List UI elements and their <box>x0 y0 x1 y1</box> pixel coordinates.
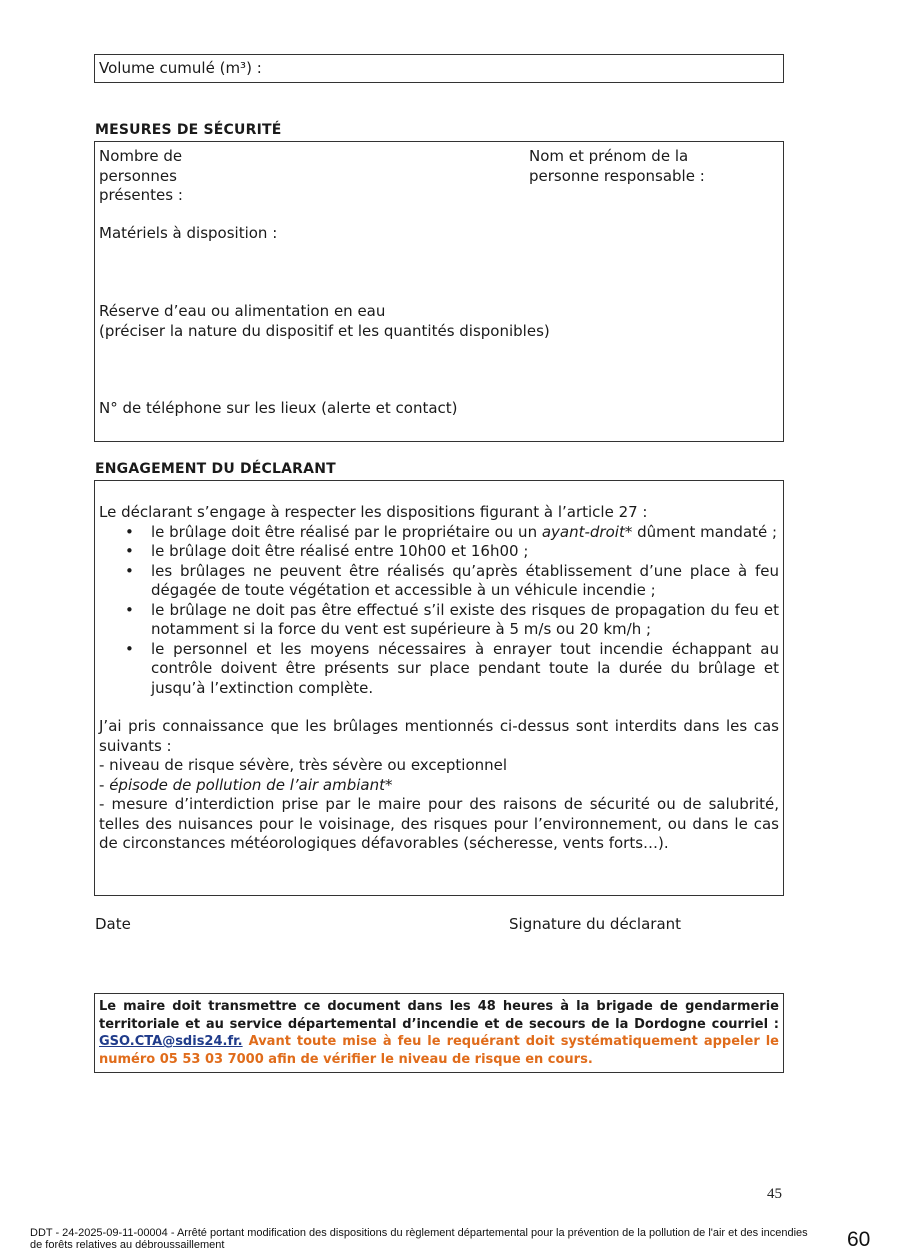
engagement-item-4: • le brûlage ne doit pas être effectué s’il existe des risques de propagation du feu et notamment si la force du vent est supérieure à 5 m/s ou 20 km/h ; <box>99 601 779 640</box>
engagement-heading: ENGAGEMENT DU DÉCLARANT <box>95 461 336 477</box>
materiels-label: Matériels à disposition : <box>99 224 278 242</box>
interdiction-case-3: - mesure d’interdiction prise par le maire pour des raisons de sécurité ou de salubrité, telles des nuisances pour le voisinage, des risques pour l’environnement, ou dans le cas de circonstances météorologiques défavorables (sécheresse, vents forts…). <box>99 795 779 852</box>
engagement-item-5: • le personnel et les moyens nécessaires à enrayer tout incendie échappant au contrôle doivent être présents sur place pendant toute la durée du brûlage et jusqu’à l’extinction complète. <box>99 640 779 699</box>
interdictions-intro: J’ai pris connaissance que les brûlages mentionnés ci-dessus sont interdits dans les cas suivants : <box>99 717 779 755</box>
engagement-intro: Le déclarant s’engage à respecter les dispositions figurant à l’article 27 : <box>99 503 648 521</box>
engagement-box <box>94 480 784 896</box>
nombre-personnes-label: Nombre de personnes présentes : <box>99 147 183 204</box>
date-label: Date <box>95 915 131 933</box>
securite-heading: MESURES DE SÉCURITÉ <box>95 122 282 138</box>
reserve-eau-label: Réserve d’eau ou alimentation en eau (préciser la nature du dispositif et les quantités disponibles) <box>99 302 550 340</box>
telephone-label: N° de téléphone sur les lieux (alerte et contact) <box>99 399 458 417</box>
interdiction-case-2: - épisode de pollution de l’air ambiant* <box>99 775 393 794</box>
engagement-item-3: • les brûlages ne peuvent être réalisés qu’après établissement d’une place à feu dégagée de toute végétation et accessible à un véhicule incendie ; <box>99 562 779 601</box>
sdis-email-link[interactable]: GSO.CTA@sdis24.fr. <box>99 1034 243 1049</box>
securite-box <box>94 141 784 442</box>
page-number: 60 <box>847 1228 871 1251</box>
engagement-list <box>99 523 779 699</box>
inner-page-number: 45 <box>767 1186 782 1202</box>
signature-label: Signature du déclarant <box>509 915 682 933</box>
notice-warning: Avant toute mise à feu le requérant doit systématiquement appeler le numéro 05 53 03 7000 afin de vérifier le niveau de risque en cours. <box>99 1034 779 1067</box>
interdiction-case-1: - niveau de risque sévère, très sévère ou exceptionnel <box>99 756 508 774</box>
transmission-notice <box>94 993 784 1073</box>
engagement-item-2: • le brûlage doit être réalisé entre 10h00 et 16h00 ; <box>99 542 779 562</box>
document-footer: DDT - 24-2025-09-11-00004 - Arrêté portant modification des dispositions du règlement départemental pour la prévention de la pollution de l'air et des incendies de forêts relatives au débroussaillement <box>30 1227 808 1251</box>
responsable-label: Nom et prénom de la personne responsable : <box>529 147 705 185</box>
volume-field-box <box>94 54 784 83</box>
notice-text: Le maire doit transmettre ce document dans les 48 heures à la brigade de gendarmerie territoriale et au service départemental d’incendie et de secours de la Dordogne courriel : <box>99 999 779 1032</box>
engagement-item-1: • le brûlage doit être réalisé par le propriétaire ou un ayant-droit* dûment mandaté ; <box>99 523 779 543</box>
volume-label: Volume cumulé (m³) : <box>99 59 262 77</box>
